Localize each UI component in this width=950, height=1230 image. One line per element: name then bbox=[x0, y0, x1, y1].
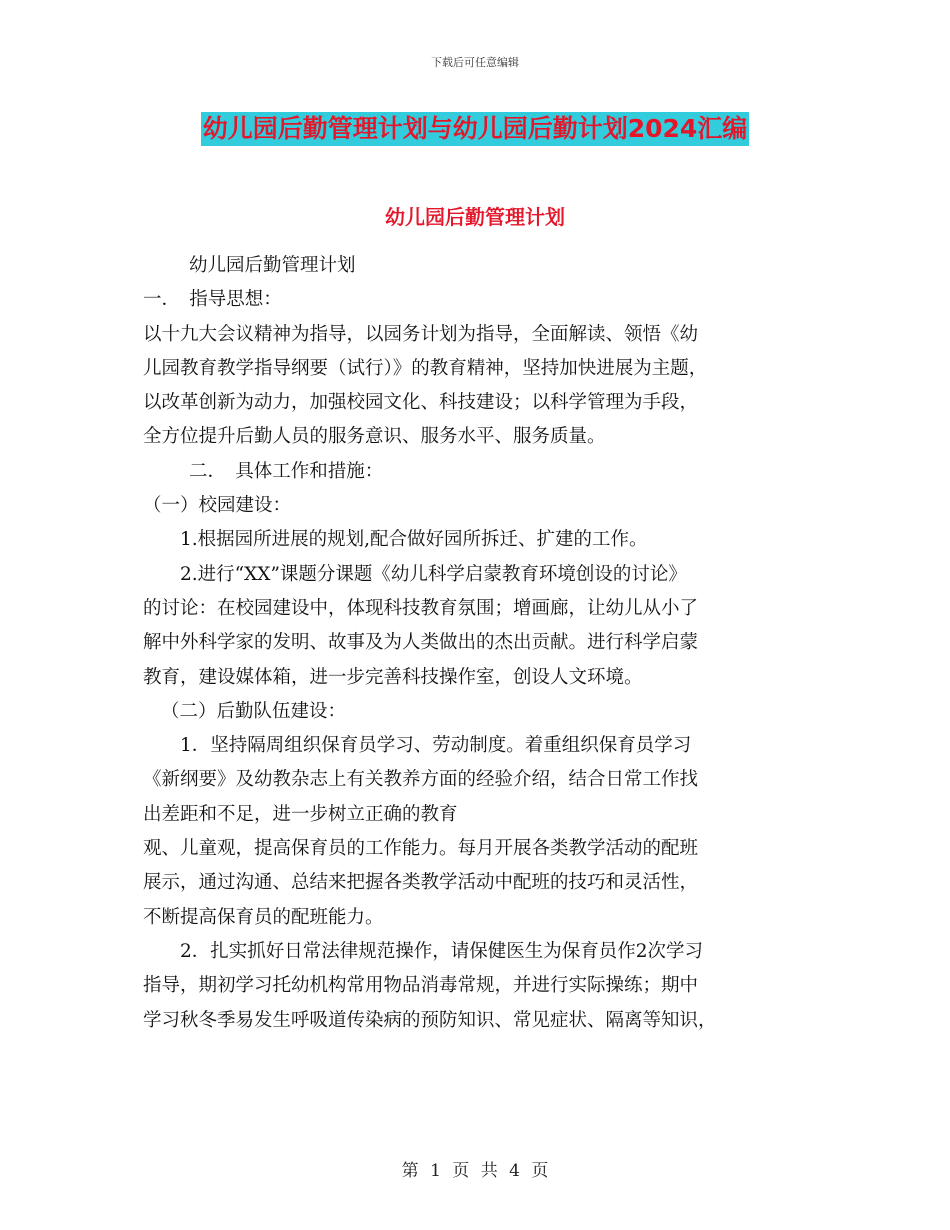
paragraph-line: 1．坚持隔周组织保育员学习、劳动制度。着重组织保育员学习 bbox=[180, 735, 692, 757]
paragraph-line: 的讨论：在校园建设中，体现科技教育氛围；增画廊，让幼儿从小了 bbox=[143, 597, 699, 619]
paragraph-line: 解中外科学家的发明、故事及为人类做出的杰出贡献。进行科学启蒙 bbox=[143, 632, 699, 654]
paragraph-line: 儿园教育教学指导纲要（试行）》的教育精神，坚持加快进展为主题， bbox=[143, 357, 708, 379]
paragraph-line: 展示，通过沟通、总结来把握各类教学活动中配班的技巧和灵活性， bbox=[143, 872, 699, 894]
section-title: 幼儿园后勤管理计划 bbox=[385, 205, 565, 229]
paragraph-line: 教育，建设媒体箱，进一步完善科技操作室，创设人文环境。 bbox=[143, 666, 643, 688]
paragraph-line: 以改革创新为动力，加强校园文化、科技建设；以科学管理为手段， bbox=[143, 392, 699, 414]
paragraph-line: 全方位提升后勤人员的服务意识、服务水平、服务质量。 bbox=[143, 426, 606, 448]
paragraph-line: 不断提高保育员的配班能力。 bbox=[143, 906, 384, 928]
paragraph-line: 观、儿童观，提高保育员的工作能力。每月开展各类教学活动的配班 bbox=[143, 838, 699, 860]
paragraph-line: 《新纲要》及幼教杂志上有关教养方面的经验介绍，结合日常工作找 bbox=[143, 769, 699, 791]
paragraph-line: 以十九大会议精神为指导，以园务计划为指导，全面解读、领悟《幼 bbox=[143, 323, 699, 345]
paragraph-line: 出差距和不足，进一步树立正确的教育 bbox=[143, 803, 458, 825]
header-note: 下载后可任意编辑 bbox=[431, 56, 519, 69]
paragraph-line: 指导，期初学习托幼机构常用物品消毒常规，并进行实际操练；期中 bbox=[143, 975, 699, 997]
main-title-container bbox=[0, 112, 950, 146]
paragraph-line: 幼儿园后勤管理计划 bbox=[189, 255, 356, 276]
paragraph-line: 2.进行“XX”课题分课题《幼儿科学启蒙教育环境创设的讨论》 bbox=[180, 563, 687, 585]
paragraph-line: 1.根据园所进展的规划,配合做好园所拆迁、扩建的工作。 bbox=[180, 529, 648, 551]
paragraph-line: （二）后勤队伍建设： bbox=[161, 700, 347, 722]
body-text bbox=[143, 249, 813, 1038]
paragraph-line: 二． 具体工作和措施： bbox=[189, 460, 384, 482]
paragraph-line: 2．扎实抓好日常法律规范操作，请保健医生为保育员作2次学习 bbox=[180, 940, 704, 962]
page-number-footer: 第 1 页 共 4 页 bbox=[401, 1161, 549, 1181]
paragraph-line: 一． 指导思想： bbox=[143, 289, 282, 311]
main-title: 幼儿园后勤管理计划与幼儿园后勤计划2024汇编 bbox=[201, 112, 750, 146]
paragraph-line: 学习秋冬季易发生呼吸道传染病的预防知识、常见症状、隔离等知识， bbox=[143, 1009, 717, 1031]
paragraph-line: （一）校园建设： bbox=[143, 495, 292, 517]
